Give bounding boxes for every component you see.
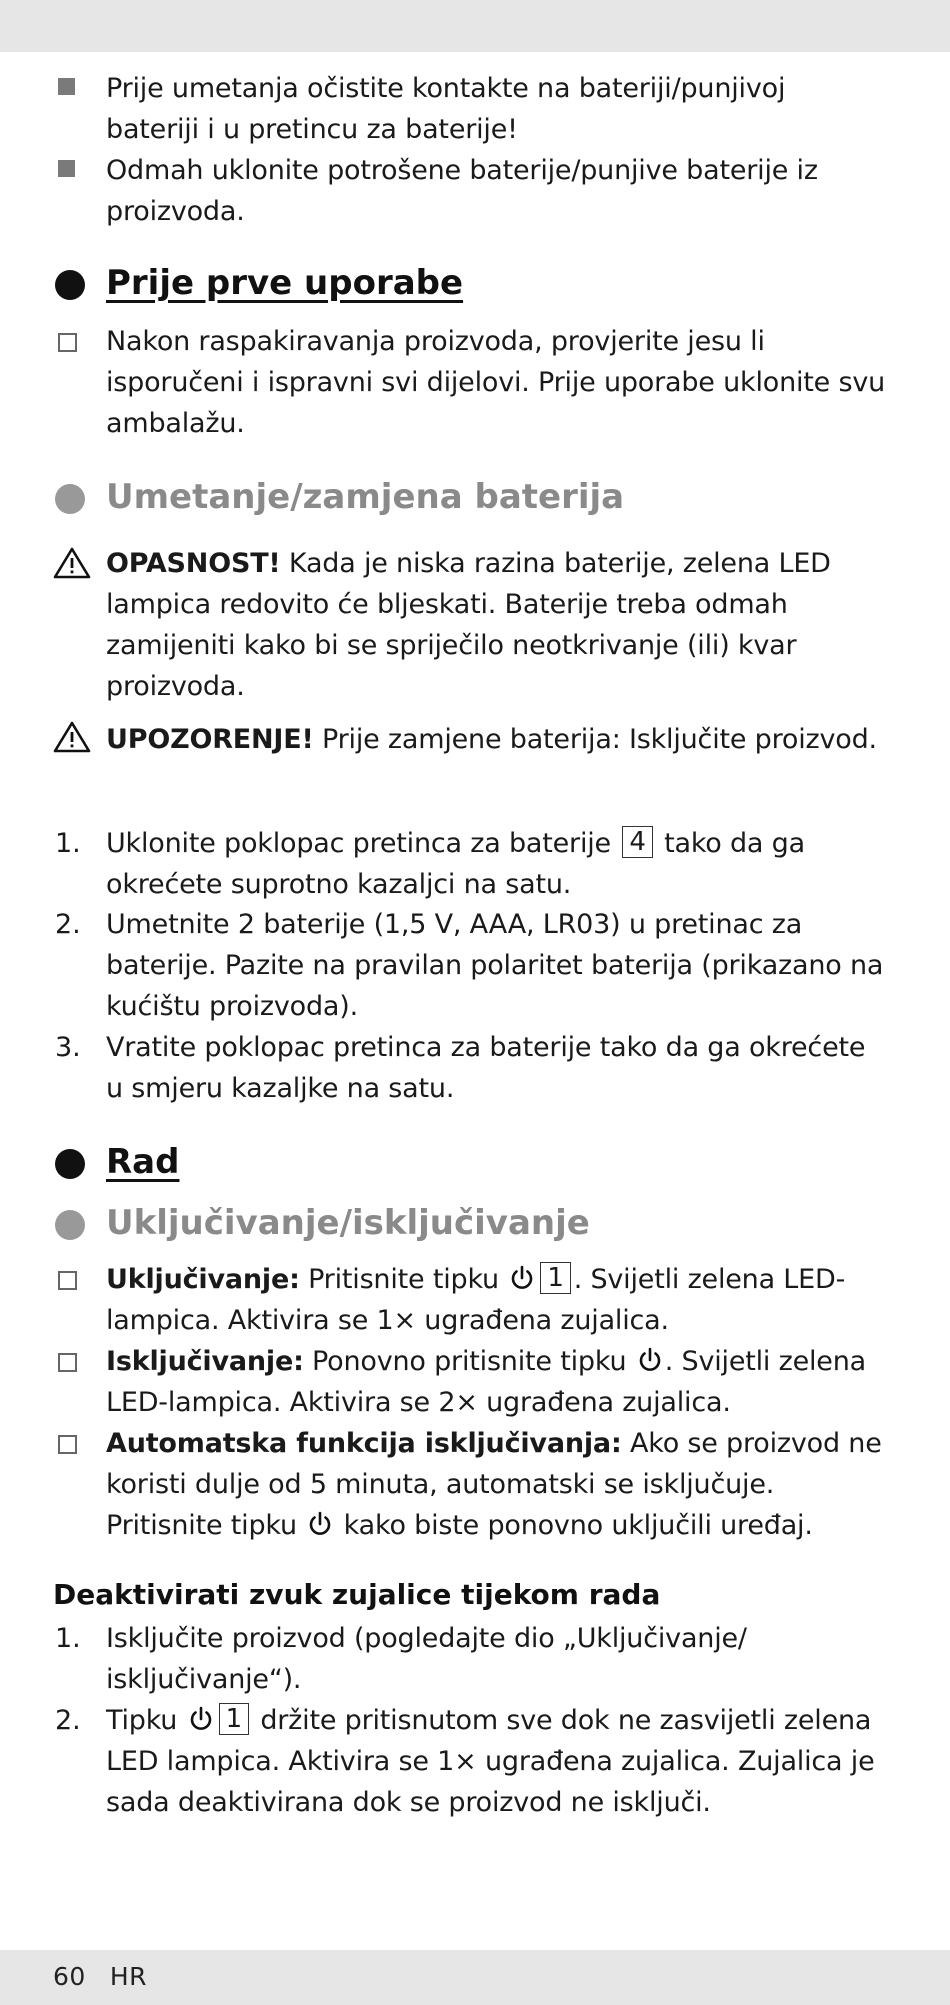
item-label: Automatska funkcija isključivanja:: [106, 1428, 622, 1459]
list-item: [106, 1259, 886, 1341]
power-icon: [188, 1705, 214, 1733]
step-item: Umetnite 2 baterije (1,5 V, AAA, LR03) u pretinac za baterije. Pazite na pravilan polaritet baterija (prikazano na kućištu proizvoda).: [106, 909, 884, 1022]
danger-note: [106, 543, 886, 707]
part-number-box: 1: [219, 1703, 249, 1735]
warning-text: Prije zamjene baterija: Isključite proizvod.: [313, 724, 877, 755]
item-label: Uključivanje:: [106, 1264, 300, 1295]
page-footer: [0, 1950, 950, 2005]
list-item: [106, 1341, 886, 1423]
section-subheading: Uključivanje/isključivanje: [106, 1203, 590, 1243]
item-label: Isključivanje:: [106, 1346, 304, 1377]
list-item: [106, 1423, 886, 1546]
step-item: [106, 1700, 886, 1823]
step-text: držite pritisnutom sve dok ne zasvijetli zelena LED lampica. Aktivira se 1× ugrađena zujalica. Zujalica je sada deaktivirana dok se proizvod ne isključi.: [106, 1705, 875, 1818]
section-dot: [55, 484, 85, 514]
step-number: 1.: [55, 828, 81, 859]
part-number-box: 1: [540, 1262, 570, 1294]
item-text: Ponovno pritisnite tipku: [303, 1346, 635, 1377]
step-number: 3.: [55, 1032, 81, 1063]
list-item: Nakon raspakiravanja proizvoda, provjerite jesu li isporučeni i ispravni svi dijelovi. Prije uporabe uklonite svu ambalažu.: [106, 326, 886, 439]
section-heading: Prije prve uporabe: [106, 263, 464, 303]
step-number: 2.: [55, 1705, 81, 1736]
part-number-box: 4: [622, 826, 652, 858]
step-item: [106, 823, 886, 905]
page-number: 60: [53, 1962, 86, 1991]
power-icon: [509, 1264, 535, 1292]
section-dot: [55, 1149, 85, 1179]
step-item: Isključite proizvod (pogledajte dio „Uključivanje/ isključivanje“).: [106, 1623, 747, 1695]
step-item: Vratite poklopac pretinca za baterije tako da ga okrećete u smjeru kazaljke na satu.: [106, 1032, 866, 1104]
warning-triangle-icon: [53, 720, 91, 754]
danger-label: OPASNOST!: [106, 548, 281, 579]
checkbox-marker: [58, 1271, 77, 1290]
footer-text: [53, 1962, 171, 1991]
bullet-item: Odmah uklonite potrošene baterije/punjive baterije iz proizvoda.: [106, 155, 818, 227]
subsection-heading: Deaktivirati zvuk zujalice tijekom rada: [53, 1578, 661, 1611]
checkbox-marker: [58, 333, 77, 352]
section-dot: [55, 1210, 85, 1240]
warning-label: UPOZORENJE!: [106, 724, 314, 755]
section-heading: Umetanje/zamjena baterija: [106, 477, 625, 517]
warning-triangle-icon: [53, 546, 91, 580]
checkbox-marker: [58, 1435, 77, 1454]
item-text: kako biste ponovno uključili uređaj.: [335, 1510, 813, 1541]
section-heading: Rad: [106, 1142, 180, 1182]
section-dot: [55, 270, 85, 300]
bullet-marker: [58, 78, 75, 95]
step-text: Uklonite poklopac pretinca za baterije: [106, 828, 620, 859]
checkbox-marker: [58, 1353, 77, 1372]
top-bar: [0, 0, 950, 52]
step-text: Tipku: [106, 1705, 186, 1736]
item-text: Pritisnite tipku: [299, 1264, 508, 1295]
step-number: 2.: [55, 909, 81, 940]
step-number: 1.: [55, 1623, 81, 1654]
bullet-marker: [58, 160, 75, 177]
item-text: . Svijetli zelena LED-lampica. Aktivira se 1× ugrađena zujalica.: [106, 1264, 846, 1336]
warning-note: [106, 719, 886, 760]
step-text: tako da ga okrećete suprotno kazaljci na satu.: [106, 828, 805, 900]
bullet-item: Prije umetanja očistite kontakte na bateriji/punjivoj bateriji i u pretincu za baterije!: [106, 73, 786, 145]
power-icon: [637, 1346, 663, 1374]
item-text: . Svijetli zelena LED-lampica. Aktivira se 2× ugrađena zujalica.: [106, 1346, 866, 1418]
item-text: Ako se proizvod ne koristi dulje od 5 minuta, automatski se isključuje. Pritisnite tipku: [106, 1428, 882, 1541]
danger-text: Kada je niska razina baterije, zelena LED lampica redovito će bljeskati. Baterije treba odmah zamijeniti kako bi se spriječilo neotkrivanje (ili) kvar proizvoda.: [106, 548, 831, 702]
power-icon: [307, 1510, 333, 1538]
language-code: HR: [109, 1962, 147, 1991]
